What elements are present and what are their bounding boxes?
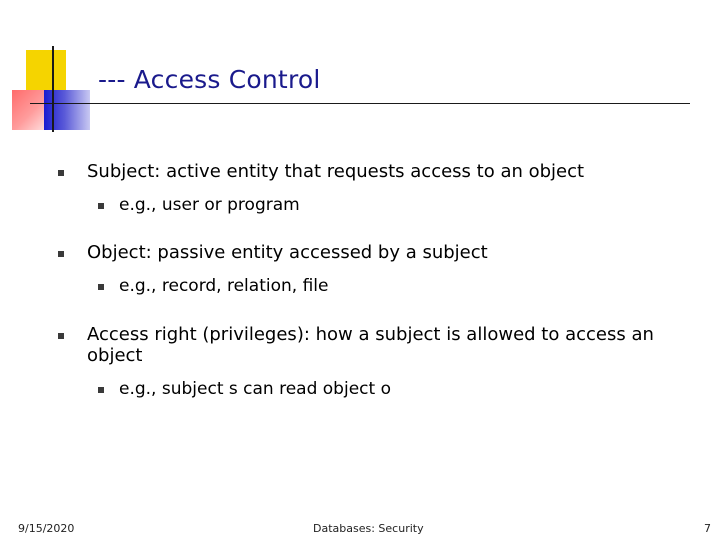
- decor-yellow-square: [26, 50, 66, 94]
- bullet-text: Subject: active entity that requests access to an object: [87, 161, 585, 182]
- sub-bullet-text: e.g., subject s can read object o: [119, 379, 391, 399]
- bullet-object: [58, 242, 667, 263]
- bullet-text: Object: passive entity accessed by a subject: [87, 242, 488, 263]
- sub-bullet-access-right-example: [98, 379, 391, 400]
- bullet-subject: [58, 161, 667, 182]
- title-underline: [30, 103, 690, 104]
- sub-bullet-marker: [98, 284, 104, 290]
- sub-bullet-marker: [98, 203, 104, 209]
- sub-bullet-object-example: [98, 276, 328, 297]
- bullet-access-right: [58, 324, 667, 366]
- footer-page-number: 7: [704, 522, 711, 535]
- decor-vertical-line: [52, 46, 54, 132]
- footer-course-title: Databases: Security: [313, 522, 424, 535]
- sub-bullet-marker: [98, 387, 104, 393]
- bullet-marker: [58, 170, 64, 176]
- sub-bullet-text: e.g., record, relation, file: [119, 276, 329, 296]
- slide-title: --- Access Control: [98, 65, 321, 94]
- bullet-text: Access right (privileges): how a subject is allowed to access an object: [87, 324, 654, 366]
- sub-bullet-subject-example: [98, 195, 300, 216]
- bullet-marker: [58, 333, 64, 339]
- bullet-marker: [58, 251, 64, 257]
- sub-bullet-text: e.g., user or program: [119, 195, 300, 215]
- footer-date: 9/15/2020: [18, 522, 75, 535]
- decor-red-square: [12, 90, 48, 130]
- decor-blue-square: [44, 90, 90, 130]
